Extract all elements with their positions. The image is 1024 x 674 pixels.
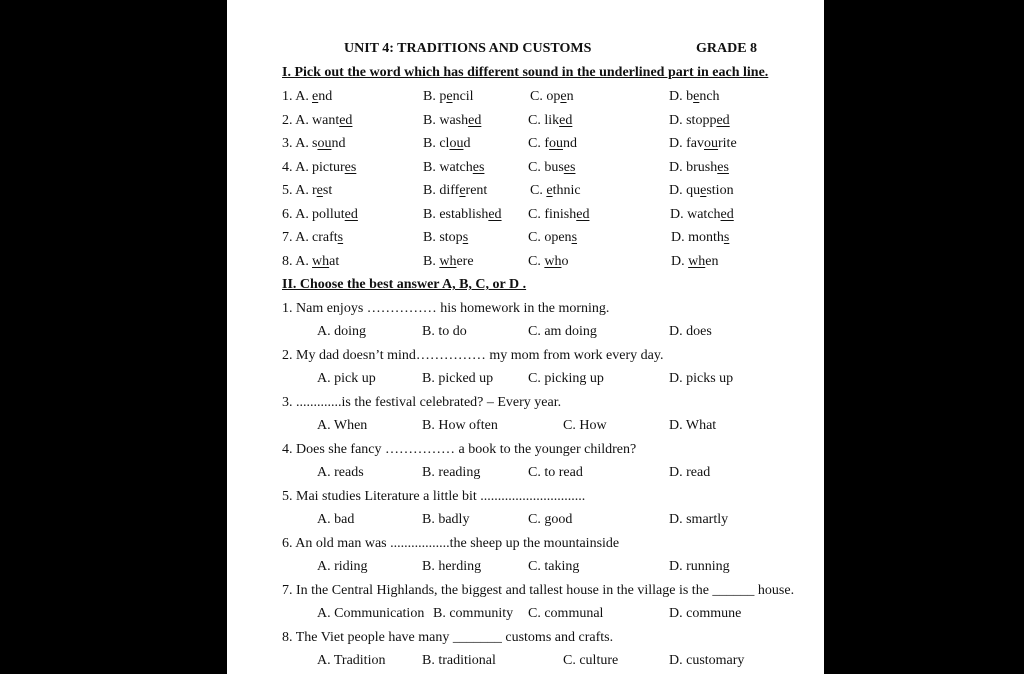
word-part: s [312,136,318,151]
answer-option-a: A. bad [317,512,355,527]
underlined-part: es [344,160,357,175]
answer-option-d: D. read [669,465,711,480]
word-part: B. watch [423,160,473,175]
question-text: 8. The Viet people have many _______ customs and crafts. [282,630,614,645]
option-b [423,88,474,106]
underlined-part: ed [716,113,730,128]
word-part: D. stopp [669,113,717,128]
word-part: rent [465,183,488,198]
answer-option-c: C. to read [528,465,583,480]
option-d [669,182,734,200]
answer-option-a: A. Tradition [317,653,386,668]
option-d [669,159,729,177]
answer-option-d: D. smartly [669,512,729,527]
underlined-part: es [563,160,576,175]
question-text: 4. Does she fancy …………… a book to the younger children? [282,442,637,457]
word-part: C. [530,183,547,198]
question-text: 2. My dad doesn’t mind…………… my mom from work every day. [282,348,664,363]
word-part: rite [718,136,737,151]
word-part: nd [331,136,346,151]
answer-option-b: B. picked up [422,371,494,386]
question-text: 1. Nam enjoys …………… his homework in the morning. [282,301,610,316]
option-c [530,182,581,200]
answer-option-b: B. How often [422,418,498,433]
word-part: st [322,183,333,198]
question-number: 3. A. [282,136,309,151]
answer-option-b: B. to do [422,324,467,339]
option-c [528,206,589,224]
option-a [312,229,343,247]
question-number: 4. A. [282,160,309,175]
underlined-part: wh [688,254,706,269]
option-a [312,206,358,224]
word-part: C. f [528,136,549,151]
answer-option-c: C. taking [528,559,580,574]
underlined-part: es [472,160,485,175]
answer-option-d: D. running [669,559,730,574]
word-part: stion [706,183,734,198]
word-part: B. cl [423,136,450,151]
word-part: d [463,136,471,151]
word-part: ere [456,254,474,269]
word-part: thnic [552,183,581,198]
underlined-part: e [546,183,553,198]
word-part: C. lik [528,113,560,128]
underlined-part: ou [549,136,563,151]
section-2-heading: II. Choose the best answer A, B, C, or D . [282,277,527,292]
option-b [423,206,502,224]
answer-option-c: C. How [563,418,607,433]
underlined-part: s [571,230,578,245]
word-part: pictur [312,160,345,175]
section-1-heading: I. Pick out the word which has different sound in the underlined part in each line. [282,65,769,80]
word-part: D. month [671,230,724,245]
underlined-part: ed [344,207,358,222]
underlined-part: wh [312,254,330,269]
option-c [530,88,574,106]
underlined-part: ed [488,207,502,222]
answer-option-b: B. traditional [422,653,496,668]
question-number: 1. A. [282,89,309,104]
answer-option-a: A. pick up [317,371,376,386]
underlined-part: ed [720,207,734,222]
answer-option-d: D. does [669,324,712,339]
option-a [312,253,339,271]
word-part: B. wash [423,113,469,128]
word-part: at [329,254,340,269]
word-part: D. brush [669,160,718,175]
word-part: nd [563,136,577,151]
word-part: o [561,254,569,269]
option-b [423,182,487,200]
underlined-part: ed [559,113,573,128]
option-c [528,135,577,153]
word-part: D. qu [669,183,701,198]
option-a [312,159,356,177]
question-number: 6. A. [282,207,309,222]
word-part: C. op [530,89,561,104]
word-part: C. [528,254,545,269]
question-number: 5. A. [282,183,309,198]
word-part: nd [318,89,333,104]
underlined-part: wh [439,254,457,269]
underlined-part: ou [449,136,464,151]
word-part: D. fav [669,136,704,151]
option-a [312,182,332,200]
word-part: en [705,254,719,269]
question-text: 5. Mai studies Literature a little bit .............................. [282,489,586,504]
answer-option-b: B. badly [422,512,470,527]
option-d [669,135,737,153]
word-part: C. finish [528,207,577,222]
option-a [312,88,332,106]
question-text: 3. .............is the festival celebrated? – Every year. [282,395,562,410]
option-b [423,135,470,153]
answer-option-d: D. commune [669,606,742,621]
answer-option-c: C. communal [528,606,604,621]
underlined-part: ed [468,113,482,128]
underlined-part: e [700,183,707,198]
underlined-part: wh [544,254,562,269]
word-part: n [566,89,574,104]
option-b [423,112,481,130]
underlined-part: ed [576,207,590,222]
option-d [669,88,720,106]
answer-option-c: C. good [528,512,573,527]
answer-option-c: C. am doing [528,324,597,339]
underlined-part: e [446,89,453,104]
answer-option-a: A. When [317,418,368,433]
question-text: 6. An old man was .................the sheep up the mountainside [282,536,620,551]
option-c [528,253,568,271]
underlined-part: ou [317,136,332,151]
answer-option-d: D. customary [669,653,745,668]
word-part: B. establish [423,207,489,222]
question-text: 7. In the Central Highlands, the biggest and tallest house in the village is the ______ house. [282,583,795,598]
answer-option-a: A. doing [317,324,366,339]
word-part: D. [671,254,689,269]
word-part: D. watch [670,207,721,222]
option-b [423,229,468,247]
option-d [671,229,729,247]
word-part: B. [423,254,440,269]
word-part: C. open [528,230,572,245]
word-part: want [312,113,340,128]
option-c [528,112,572,130]
underlined-part: s [462,230,469,245]
underlined-part: e [316,183,323,198]
underlined-part: e [560,89,567,104]
word-part: ncil [452,89,474,104]
grade-label: GRADE 8 [696,41,758,56]
answer-option-c: C. culture [563,653,619,668]
word-part: B. p [423,89,447,104]
underlined-part: ou [704,136,718,151]
question-number: 2. A. [282,113,309,128]
underlined-part: e [312,89,319,104]
option-d [669,112,730,130]
option-b [423,253,474,271]
option-c [528,159,575,177]
word-part: D. b [669,89,694,104]
answer-option-c: C. picking up [528,371,604,386]
option-a [312,112,352,130]
answer-option-b: B. reading [422,465,481,480]
underlined-part: e [693,89,700,104]
worksheet-page [227,0,824,674]
option-d [670,206,734,224]
underlined-part: es [717,160,729,175]
answer-option-a: A. Communication [317,606,425,621]
word-part: craft [312,230,338,245]
underlined-part: ed [339,113,353,128]
page-title: UNIT 4: TRADITIONS AND CUSTOMS [344,41,592,56]
option-a [312,135,345,153]
word-part: B. stop [423,230,463,245]
underlined-part: e [459,183,466,198]
answer-option-a: A. reads [317,465,364,480]
word-part: B. diff [423,183,460,198]
question-number: 8. A. [282,254,309,269]
underlined-part: s [723,230,730,245]
option-d [671,253,718,271]
answer-option-d: D. What [669,418,717,433]
underlined-part: s [337,230,344,245]
answer-option-a: A. riding [317,559,368,574]
answer-option-d: D. picks up [669,371,734,386]
word-part: C. bus [528,160,564,175]
word-part: nch [699,89,720,104]
answer-option-b: B. herding [422,559,482,574]
answer-option-b: B. community [433,606,514,621]
question-number: 7. A. [282,230,309,245]
option-c [528,229,577,247]
word-part: pollut [312,207,345,222]
option-b [423,159,484,177]
word-part: r [312,183,317,198]
